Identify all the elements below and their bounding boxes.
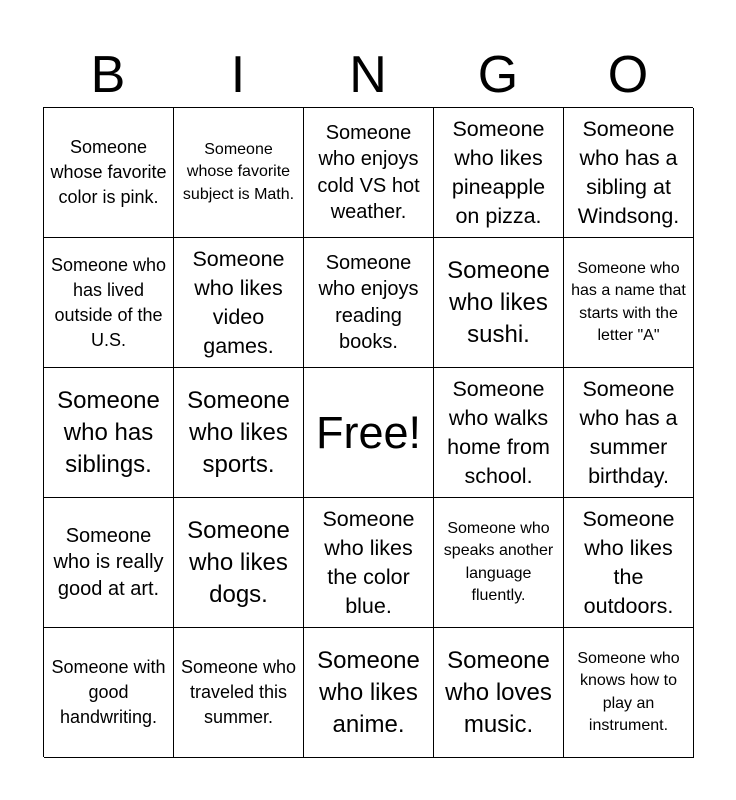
header-letter-i: I	[230, 46, 246, 104]
bingo-cell[interactable]	[174, 238, 304, 368]
header-letter-b: B	[90, 46, 126, 104]
cell-text: Someone who has a summer birthday.	[579, 376, 678, 488]
bingo-cell[interactable]	[304, 498, 434, 628]
bingo-cell[interactable]	[564, 238, 694, 368]
bingo-cell[interactable]	[174, 108, 304, 238]
cell-text: Someone who likes sports.	[187, 386, 290, 478]
bingo-cell[interactable]	[44, 628, 174, 758]
cell-text: Someone who loves music.	[445, 646, 552, 738]
bingo-cell[interactable]	[304, 628, 434, 758]
bingo-header	[43, 44, 693, 106]
cell-text: Someone who likes sushi.	[447, 256, 550, 348]
bingo-cell[interactable]	[564, 628, 694, 758]
cell-text: Someone who enjoys cold VS hot weather.	[317, 121, 420, 223]
header-letter-n: N	[349, 46, 387, 104]
bingo-cell[interactable]	[44, 238, 174, 368]
cell-text: Someone with good handwriting.	[51, 657, 166, 727]
bingo-cell[interactable]	[44, 108, 174, 238]
bingo-cell[interactable]	[434, 238, 564, 368]
cell-text: Someone who enjoys reading books.	[318, 251, 419, 353]
cell-text: Someone who has a name that starts with the letter "A"	[571, 259, 686, 344]
cell-text: Someone who likes anime.	[317, 646, 420, 738]
cell-text: Someone who likes dogs.	[187, 516, 290, 608]
cell-text: Someone who likes the outdoors.	[582, 506, 675, 618]
bingo-cell[interactable]	[304, 108, 434, 238]
bingo-cell[interactable]	[564, 108, 694, 238]
bingo-cell[interactable]	[434, 628, 564, 758]
cell-text: Someone who is really good at art.	[53, 524, 164, 600]
cell-text: Someone who likes video games.	[192, 246, 285, 358]
bingo-cell[interactable]	[174, 368, 304, 498]
cell-text: Someone who likes pineapple on pizza.	[451, 116, 546, 228]
cell-text: Someone who has a sibling at Windsong.	[577, 116, 680, 228]
cell-text: Someone who likes the color blue.	[322, 506, 415, 618]
bingo-cell[interactable]	[44, 498, 174, 628]
cell-text: Someone who traveled this summer.	[180, 657, 297, 727]
bingo-cell[interactable]	[434, 108, 564, 238]
bingo-cell[interactable]	[564, 368, 694, 498]
cell-text: Someone who has siblings.	[57, 386, 160, 478]
cell-text: Someone who walks home from school.	[447, 376, 550, 488]
bingo-cell[interactable]	[434, 498, 564, 628]
bingo-grid	[43, 107, 693, 757]
free-space-cell[interactable]	[304, 368, 434, 498]
bingo-cell[interactable]	[564, 498, 694, 628]
bingo-cell[interactable]	[44, 368, 174, 498]
bingo-cell[interactable]	[174, 498, 304, 628]
bingo-cell[interactable]	[174, 628, 304, 758]
cell-text: Someone who speaks another language fluently.	[443, 519, 554, 604]
cell-text: Someone who knows how to play an instrument.	[577, 649, 680, 734]
bingo-cell[interactable]	[434, 368, 564, 498]
header-letter-g: G	[477, 46, 519, 104]
free-space-text: Free!	[315, 406, 422, 458]
cell-text: Someone who has lived outside of the U.S.	[50, 254, 167, 350]
header-letter-o: O	[607, 46, 649, 104]
bingo-cell[interactable]	[304, 238, 434, 368]
cell-text: Someone whose favorite color is pink.	[50, 137, 167, 207]
cell-text: Someone whose favorite subject is Math.	[182, 140, 295, 203]
